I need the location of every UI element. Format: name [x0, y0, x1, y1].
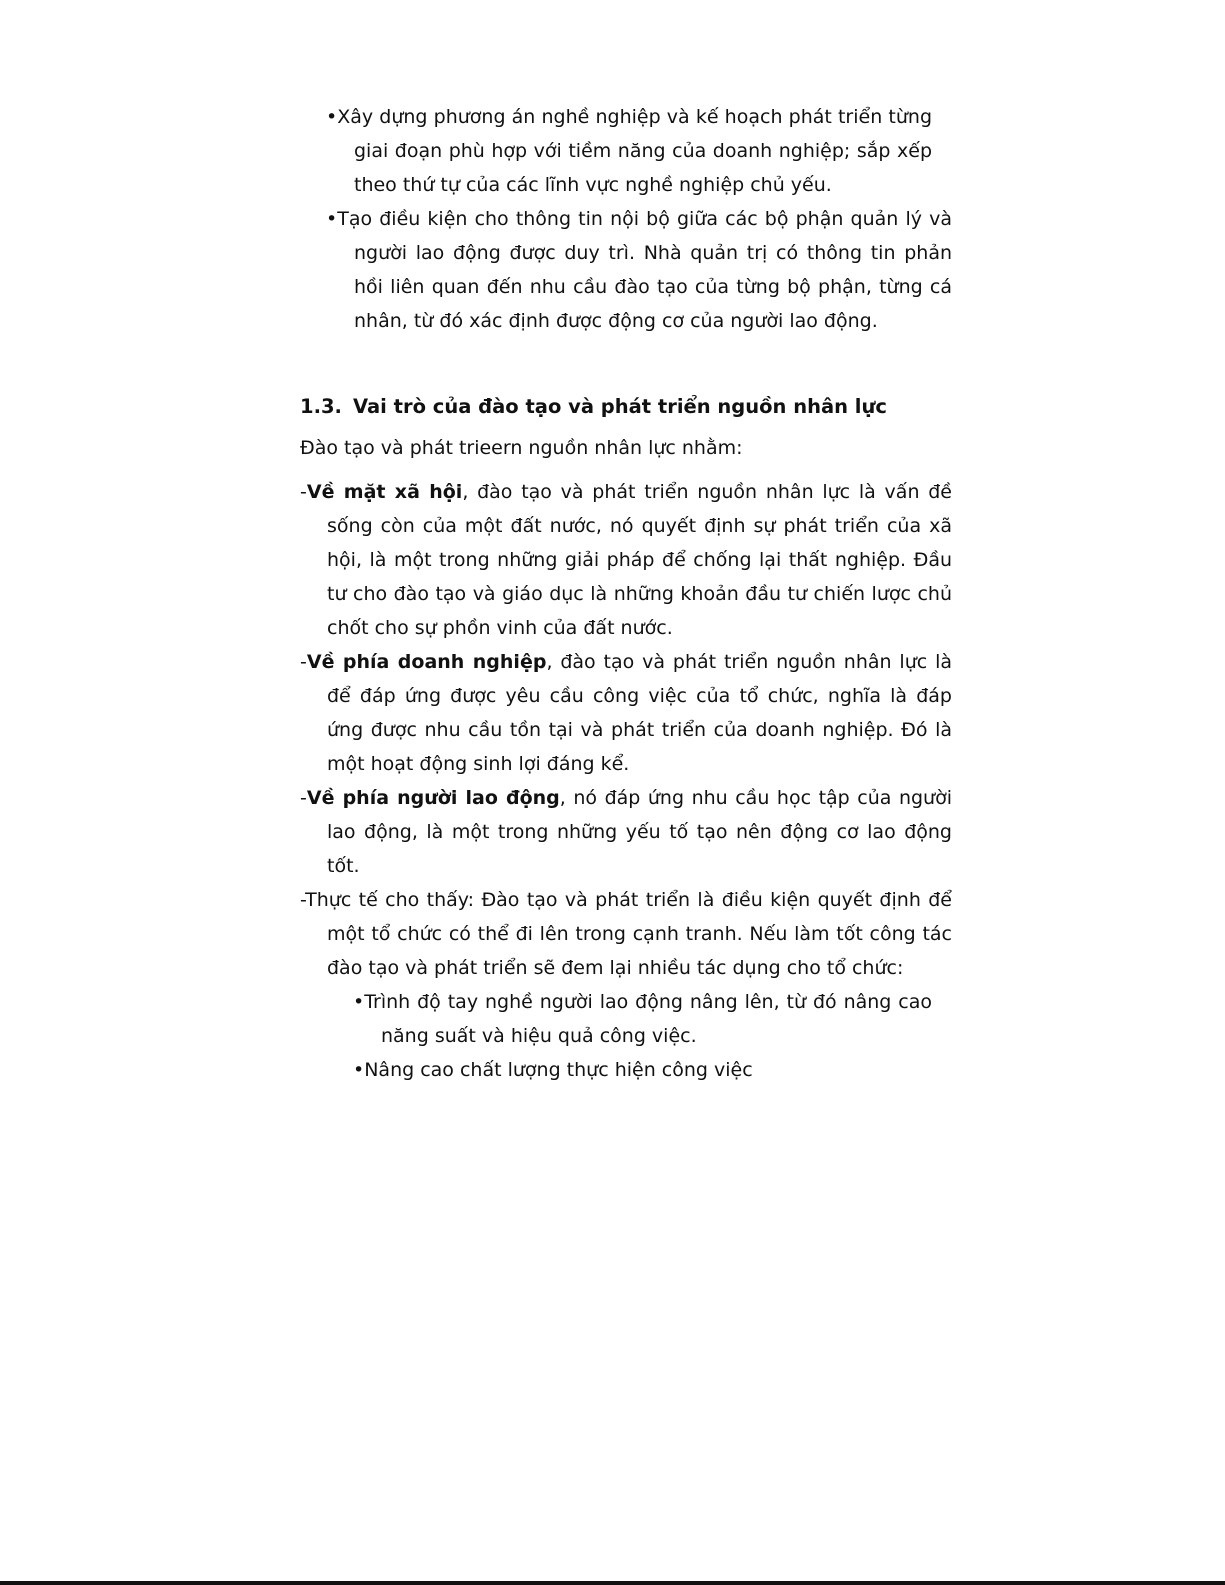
bullet-text: Xây dựng phương án nghề nghiệp và kế hoạch phát triển từng giai đoạn phù hợp với tiềm năng của doanh nghiệp; sắp xếp theo thứ tự của các lĩnh vực nghề nghiệp chủ yếu. — [337, 106, 932, 196]
reality-text: Thực tế cho thấy: Đào tạo và phát triển là điều kiện quyết định để một tổ chức có thể đi lên trong cạnh tranh. Nếu làm tốt công tác đào tạo và phát triển sẽ đem lại nhiều tác dụng cho tổ chức: — [305, 889, 952, 979]
dash-marker: - — [300, 889, 306, 911]
bullet-marker: • — [353, 1059, 365, 1081]
dash-marker: - — [300, 787, 307, 809]
section-title: Vai trò của đào tạo và phát triển nguồn nhân lực — [353, 395, 887, 418]
role-enterprise — [300, 645, 952, 781]
intro-paragraph: Đào tạo và phát trieern nguồn nhân lực nhằm: — [300, 437, 743, 459]
section-heading — [300, 390, 952, 424]
document-page — [300, 100, 952, 1087]
bullet-item — [326, 202, 952, 338]
bullet-text: Trình độ tay nghề người lao động nâng lên, từ đó nâng cao năng suất và hiệu quả công việc. — [364, 991, 932, 1047]
role-social — [300, 475, 952, 645]
bullet-item — [326, 100, 932, 202]
bullet-marker: • — [353, 991, 365, 1013]
bullet-text: Nâng cao chất lượng thực hiện công việc — [364, 1059, 753, 1081]
role-heading: Về phía người lao động — [306, 787, 560, 809]
sub-bullet-item — [353, 1053, 932, 1087]
dash-marker: - — [300, 481, 307, 503]
page-bottom-border — [0, 1581, 1225, 1585]
dash-marker: - — [300, 651, 307, 673]
reality-paragraph — [300, 883, 952, 985]
bullet-text: Tạo điều kiện cho thông tin nội bộ giữa các bộ phận quản lý và người lao động được duy trì. Nhà quản trị có thông tin phản hồi liên quan đến nhu cầu đào tạo của từng bộ phận, từng cá nhân, từ đó xác định được động cơ của người lao động. — [337, 208, 952, 332]
bullet-marker: • — [326, 208, 338, 230]
role-text: , đào tạo và phát triển nguồn nhân lực là để đáp ứng được yêu cầu công việc của tổ chức, nghĩa là đáp ứng được nhu cầu tồn tại và phát triển của doanh nghiệp. Đó là một hoạt động sinh lợi đáng kể. — [327, 651, 952, 775]
role-text: , nó đáp ứng nhu cầu học tập của người lao động, là một trong những yếu tố tạo nên động cơ lao động tốt. — [327, 787, 952, 877]
role-worker — [300, 781, 952, 883]
section-number: 1.3. — [300, 395, 342, 418]
role-text: , đào tạo và phát triển nguồn nhân lực là vấn đề sống còn của một đất nước, nó quyết định sự phát triển của xã hội, là một trong những giải pháp để chống lại thất nghiệp. Đầu tư cho đào tạo và giáo dục là những khoản đầu tư chiến lược chủ chốt cho sự phồn vinh của đất nước. — [327, 481, 952, 639]
role-heading: Về mặt xã hội — [306, 481, 463, 503]
role-heading: Về phía doanh nghiệp — [306, 651, 547, 673]
bullet-marker: • — [326, 106, 338, 128]
sub-bullet-item — [353, 985, 932, 1053]
